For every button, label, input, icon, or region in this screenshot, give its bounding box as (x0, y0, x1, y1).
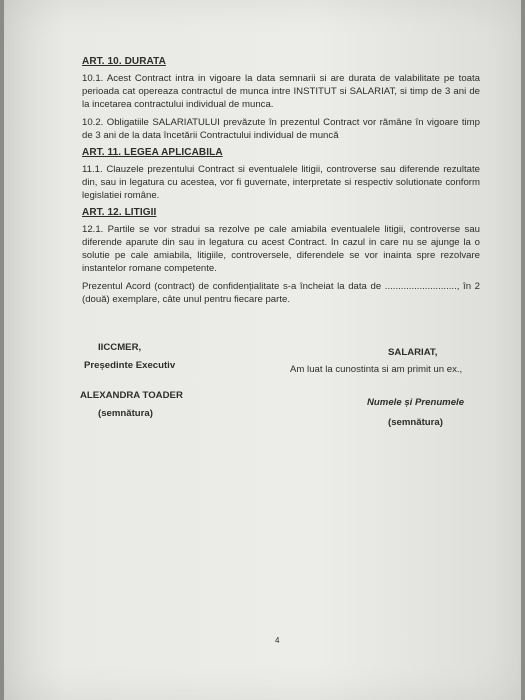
paragraph-11-1: 11.1. Clauzele prezentului Contract si eventualele litigii, controverse sau diferende rezultate din, sau in legatura cu acestea, vor fi guvernate, interpretate si respectiv solutionate conform legislatiei române. (82, 164, 480, 201)
employer-org: IICCMER, (98, 342, 142, 353)
paragraph-10-2: 10.2. Obligatiile SALARIATULUI prevăzute în prezentul Contract vor rămâne în vigoare timp de 3 ani de la data încetării Contractului individual de muncă (82, 117, 480, 141)
employee-name-label: Numele și Prenumele (367, 397, 465, 408)
document-body (78, 56, 480, 311)
article-11-title: ART. 11. LEGEA APLICABILA (82, 147, 223, 158)
employee-signature-label: (semnătura) (388, 417, 443, 428)
closing-paragraph: Prezentul Acord (contract) de confidențialitate s-a încheiat la data de ..........................., în 2 (două) exemplare, câte unul pentru fiecare parte. (82, 281, 480, 305)
document-page (4, 0, 521, 700)
paragraph-12-1: 12.1. Partile se vor stradui sa rezolve pe cale amiabila eventualele litigii, controverse sau diferende aparute din sau in legatura cu acest Contract. In cazul in care nu se ajunge la o solutie pe cale amiabila, litigiile, controversele, diferendele se vor inainta spre rezolvare instantelor romane competente. (82, 224, 480, 274)
paragraph-10-1: 10.1. Acest Contract intra in vigoare la data semnarii si are durata de valabilitate pe toata perioada cat opereaza contractul de munca intre INSTITUT si SALARIAT, si timp de 3 ani de la incetarea contractului individual de munca. (82, 73, 480, 110)
employer-signature-label: (semnătura) (98, 408, 153, 419)
employee-acknowledgement: Am luat la cunostinta si am primit un ex., (290, 364, 463, 375)
page-number: 4 (275, 636, 280, 645)
employer-name: ALEXANDRA TOADER (80, 390, 183, 401)
employer-role: Președinte Executiv (84, 360, 176, 371)
employee-org: SALARIAT, (388, 347, 438, 358)
article-10-title: ART. 10. DURATA (82, 56, 166, 67)
article-12-title: ART. 12. LITIGII (82, 207, 157, 218)
